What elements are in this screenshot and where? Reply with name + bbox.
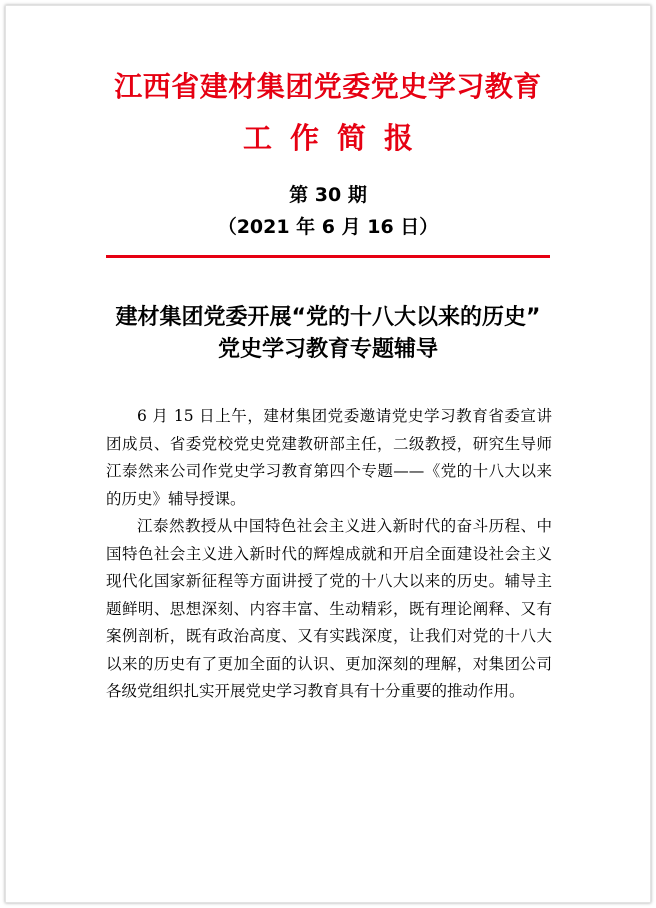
bulletin-name: 工作简报 <box>242 121 431 155</box>
issue-date: （2021 年 6 月 16 日） <box>217 216 439 238</box>
article-title-line-1: 建材集团党委开展“党的十八大以来的历史” <box>115 305 541 330</box>
article-title-line-2: 党史学习教育专题辅导 <box>217 337 438 362</box>
article-title <box>60 302 596 366</box>
bulletin-organization-title: 江西省建材集团党委党史学习教育 <box>114 70 542 103</box>
body-paragraph-2: 江泰然教授从中国特色社会主义进入新时代的奋斗历程、中国特色社会主义进入新时代的辉煌成就和开启全面建设社会主义现代化国家新征程等方面讲授了党的十八大以来的历史。辅导主题鲜明、思想深刻、内容丰富、生动精彩，既有理论阐释、又有案例剖析，既有政治高度、又有实践深度，让我们对党的十八大以来的历史有了更加全面的认识、更加深刻的理解，对集团公司各级党组织扎实开展党史学习教育具有十分重要的推动作用。 <box>106 517 552 700</box>
red-divider-line <box>106 255 550 258</box>
issue-number: 第 30 期 <box>289 184 367 206</box>
article-body <box>106 403 552 706</box>
body-paragraph-1: 6 月 15 日上午，建材集团党委邀请党史学习教育省委宣讲团成员、省委党校党史党建教研部主任，二级教授，研究生导师江泰然来公司作党史学习教育第四个专题——《党的十八大以来的历史》辅导授课。 <box>106 407 552 508</box>
